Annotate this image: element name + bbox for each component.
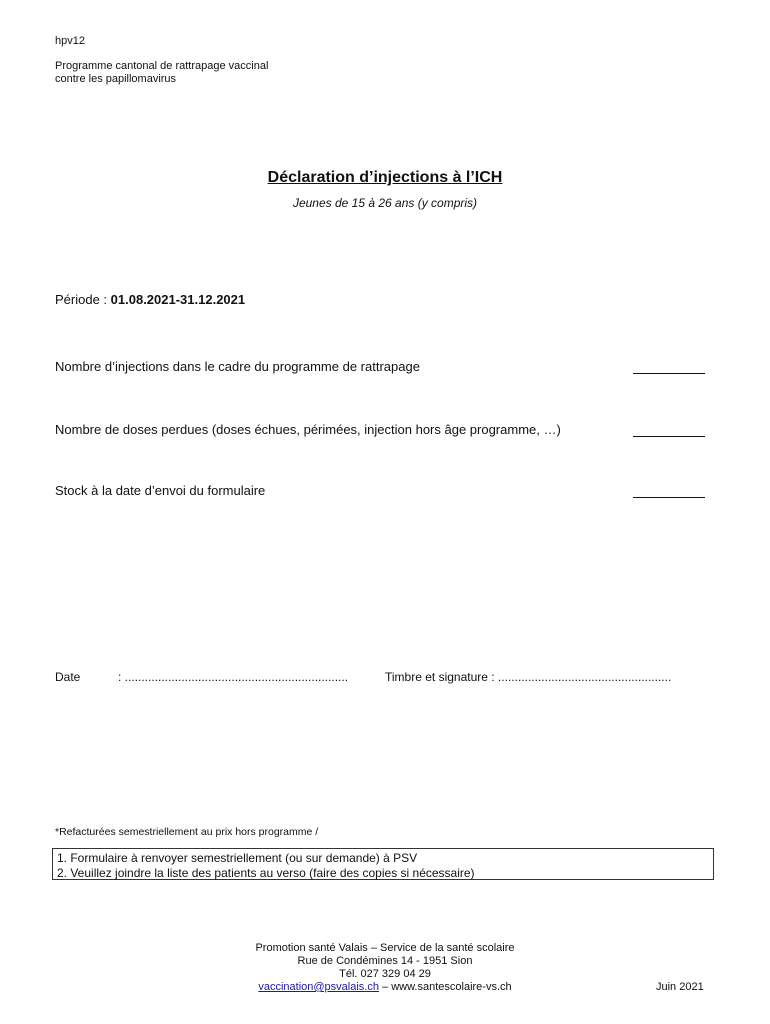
field-label: Nombre d’injections dans le cadre du programme de rattrapage <box>55 359 420 374</box>
field-stock <box>55 483 705 501</box>
document-date: Juin 2021 <box>656 981 704 993</box>
instructions-box <box>52 848 714 880</box>
program-name <box>55 60 355 86</box>
document-code: hpv12 <box>55 35 85 47</box>
date-fill-in[interactable]: : ................................................................... <box>118 670 349 684</box>
field-injections <box>55 359 705 377</box>
fill-in-line[interactable] <box>633 424 705 437</box>
instruction-item: 1. Formulaire à renvoyer semestriellement (ou sur demande) à PSV <box>57 851 418 865</box>
email-link[interactable]: vaccination@psvalais.ch <box>258 981 379 993</box>
fill-in-line[interactable] <box>633 485 705 498</box>
field-lost-doses <box>55 422 705 440</box>
website-text: – www.santescolaire-vs.ch <box>378 981 512 993</box>
instruction-item: 2. Veuillez joindre la liste des patients au verso (faire des copies si nécessaire) <box>57 866 475 880</box>
footer-contact <box>0 981 770 994</box>
footer-line-2: Rue de Condémines 14 - 1951 Sion <box>297 955 473 967</box>
footer-line-3: Tél. 027 329 04 29 <box>339 968 431 980</box>
program-line-1: Programme cantonal de rattrapage vaccinal <box>55 60 269 72</box>
stamp-signature-fill-in[interactable]: Timbre et signature : .................................................... <box>385 670 672 684</box>
program-line-2: contre les papillomavirus <box>55 73 177 85</box>
page-subtitle: Jeunes de 15 à 26 ans (y compris) <box>292 196 478 210</box>
footer <box>0 942 770 994</box>
field-label: Nombre de doses perdues (doses échues, périmées, injection hors âge programme, …) <box>55 422 561 437</box>
date-label: Date <box>55 670 81 684</box>
period-label: Période : <box>55 292 111 307</box>
period-line <box>55 292 245 307</box>
footer-line-1: Promotion santé Valais – Service de la santé scolaire <box>255 942 515 954</box>
fill-in-line[interactable] <box>633 361 705 374</box>
period-value: 01.08.2021-31.12.2021 <box>110 292 246 307</box>
footnote: *Refacturées semestriellement au prix hors programme / <box>55 826 319 838</box>
field-label: Stock à la date d’envoi du formulaire <box>55 483 266 498</box>
page-title: Déclaration d’injections à l’ICH <box>267 169 503 186</box>
